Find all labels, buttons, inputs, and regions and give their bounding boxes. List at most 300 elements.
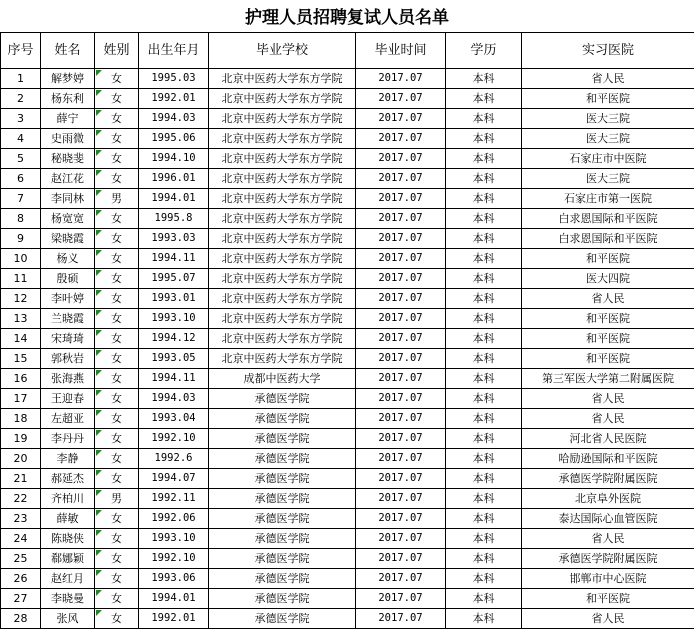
cell-hospital[interactable]: 和平医院 [522, 349, 694, 369]
cell-school[interactable]: 承德医学院 [209, 389, 356, 409]
col-header-no[interactable]: 序号 [1, 33, 41, 69]
cell-grad[interactable]: 2017.07 [356, 249, 446, 269]
cell-no[interactable]: 15 [1, 349, 41, 369]
cell-hospital[interactable]: 河北省人民医院 [522, 429, 694, 449]
cell-birth[interactable]: 1992.6 [139, 449, 209, 469]
cell-name[interactable]: 宋琦琦 [41, 329, 95, 349]
cell-grad[interactable]: 2017.07 [356, 229, 446, 249]
comment-indicator-icon [96, 290, 102, 296]
cell-hospital[interactable]: 哈励逊国际和平医院 [522, 449, 694, 469]
cell-birth[interactable]: 1993.04 [139, 409, 209, 429]
comment-indicator-icon [96, 570, 102, 576]
cell-edu[interactable]: 本科 [446, 509, 522, 529]
cell-hospital[interactable]: 省人民 [522, 389, 694, 409]
comment-indicator-icon [96, 330, 102, 336]
cell-name[interactable]: 陈晓侠 [41, 529, 95, 549]
comment-indicator-icon [96, 490, 102, 496]
cell-birth[interactable]: 1996.01 [139, 169, 209, 189]
cell-school[interactable]: 承德医学院 [209, 509, 356, 529]
gender-text: 女 [111, 352, 122, 365]
cell-no[interactable]: 1 [1, 69, 41, 89]
cell-school[interactable]: 承德医学院 [209, 569, 356, 589]
cell-gender[interactable] [95, 509, 139, 529]
cell-name[interactable]: 兰晓霞 [41, 309, 95, 329]
cell-gender[interactable] [95, 429, 139, 449]
cell-birth[interactable]: 1995.8 [139, 209, 209, 229]
cell-birth[interactable]: 1994.12 [139, 329, 209, 349]
cell-no[interactable]: 19 [1, 429, 41, 449]
cell-gender[interactable] [95, 329, 139, 349]
cell-gender[interactable] [95, 69, 139, 89]
cell-birth[interactable]: 1993.10 [139, 529, 209, 549]
cell-birth[interactable]: 1994.07 [139, 469, 209, 489]
cell-grad[interactable]: 2017.07 [356, 209, 446, 229]
cell-birth[interactable]: 1995.06 [139, 129, 209, 149]
cell-birth[interactable]: 1993.03 [139, 229, 209, 249]
table-row [1, 569, 694, 589]
cell-grad[interactable]: 2017.07 [356, 169, 446, 189]
cell-school[interactable]: 承德医学院 [209, 429, 356, 449]
gender-text: 女 [111, 312, 122, 325]
cell-no[interactable]: 25 [1, 549, 41, 569]
cell-no[interactable]: 24 [1, 529, 41, 549]
cell-hospital[interactable]: 北京阜外医院 [522, 489, 694, 509]
cell-school[interactable]: 承德医学院 [209, 529, 356, 549]
cell-edu[interactable]: 本科 [446, 349, 522, 369]
col-header-birth[interactable]: 出生年月 [139, 33, 209, 69]
comment-indicator-icon [96, 450, 102, 456]
cell-hospital[interactable]: 承德医学院附属医院 [522, 469, 694, 489]
cell-school[interactable]: 北京中医药大学东方学院 [209, 229, 356, 249]
cell-name[interactable]: 王迎春 [41, 389, 95, 409]
cell-no[interactable]: 6 [1, 169, 41, 189]
cell-no[interactable]: 28 [1, 609, 41, 629]
cell-edu[interactable]: 本科 [446, 69, 522, 89]
cell-gender[interactable] [95, 269, 139, 289]
cell-school[interactable]: 北京中医药大学东方学院 [209, 109, 356, 129]
cell-hospital[interactable]: 省人民 [522, 289, 694, 309]
cell-gender[interactable] [95, 529, 139, 549]
cell-edu[interactable]: 本科 [446, 489, 522, 509]
cell-gender[interactable] [95, 469, 139, 489]
cell-birth[interactable]: 1994.11 [139, 369, 209, 389]
table-row [1, 589, 694, 609]
comment-indicator-icon [96, 230, 102, 236]
cell-school[interactable]: 北京中医药大学东方学院 [209, 349, 356, 369]
cell-no[interactable]: 21 [1, 469, 41, 489]
cell-hospital[interactable]: 白求恩国际和平医院 [522, 229, 694, 249]
col-header-hospital[interactable]: 实习医院 [522, 33, 694, 69]
comment-indicator-icon [96, 430, 102, 436]
cell-name[interactable]: 李叶婷 [41, 289, 95, 309]
cell-name[interactable]: 左超亚 [41, 409, 95, 429]
cell-school[interactable]: 承德医学院 [209, 469, 356, 489]
cell-hospital[interactable]: 邯郸市中心医院 [522, 569, 694, 589]
cell-edu[interactable]: 本科 [446, 249, 522, 269]
cell-birth[interactable]: 1992.10 [139, 429, 209, 449]
cell-gender[interactable] [95, 109, 139, 129]
cell-birth[interactable]: 1994.03 [139, 109, 209, 129]
cell-school[interactable]: 北京中医药大学东方学院 [209, 189, 356, 209]
cell-name[interactable]: 李晓曼 [41, 589, 95, 609]
gender-text: 女 [111, 412, 122, 425]
cell-no[interactable]: 17 [1, 389, 41, 409]
cell-hospital[interactable]: 省人民 [522, 609, 694, 629]
cell-name[interactable]: 李静 [41, 449, 95, 469]
comment-indicator-icon [96, 310, 102, 316]
cell-gender[interactable] [95, 409, 139, 429]
cell-edu[interactable]: 本科 [446, 549, 522, 569]
cell-grad[interactable]: 2017.07 [356, 369, 446, 389]
cell-gender[interactable] [95, 589, 139, 609]
cell-birth[interactable]: 1994.11 [139, 249, 209, 269]
cell-no[interactable]: 5 [1, 149, 41, 169]
table-row [1, 69, 694, 89]
cell-hospital[interactable]: 第三军医大学第二附属医院 [522, 369, 694, 389]
cell-edu[interactable]: 本科 [446, 129, 522, 149]
table-row [1, 289, 694, 309]
cell-grad[interactable]: 2017.07 [356, 469, 446, 489]
cell-edu[interactable]: 本科 [446, 89, 522, 109]
cell-name[interactable]: 李丹丹 [41, 429, 95, 449]
table-row [1, 189, 694, 209]
comment-indicator-icon [96, 150, 102, 156]
cell-school[interactable]: 成都中医药大学 [209, 369, 356, 389]
cell-name[interactable]: 李同林 [41, 189, 95, 209]
table-row [1, 149, 694, 169]
cell-no[interactable]: 2 [1, 89, 41, 109]
table-row [1, 309, 694, 329]
cell-no[interactable]: 8 [1, 209, 41, 229]
cell-grad[interactable]: 2017.07 [356, 389, 446, 409]
gender-text: 女 [111, 532, 122, 545]
table-body [1, 69, 694, 629]
table-row [1, 529, 694, 549]
cell-name[interactable]: 杨义 [41, 249, 95, 269]
cell-name[interactable]: 齐柏川 [41, 489, 95, 509]
cell-school[interactable]: 北京中医药大学东方学院 [209, 309, 356, 329]
cell-grad[interactable]: 2017.07 [356, 549, 446, 569]
cell-no[interactable]: 3 [1, 109, 41, 129]
comment-indicator-icon [96, 530, 102, 536]
cell-grad[interactable]: 2017.07 [356, 589, 446, 609]
comment-indicator-icon [96, 270, 102, 276]
comment-indicator-icon [96, 590, 102, 596]
cell-grad[interactable]: 2017.07 [356, 489, 446, 509]
cell-grad[interactable]: 2017.07 [356, 529, 446, 549]
cell-edu[interactable]: 本科 [446, 329, 522, 349]
gender-text: 女 [111, 612, 122, 625]
cell-hospital[interactable]: 和平医院 [522, 249, 694, 269]
cell-hospital[interactable]: 省人民 [522, 409, 694, 429]
cell-grad[interactable]: 2017.07 [356, 129, 446, 149]
cell-hospital[interactable]: 石家庄市中医院 [522, 149, 694, 169]
cell-name[interactable]: 杨东利 [41, 89, 95, 109]
cell-no[interactable]: 20 [1, 449, 41, 469]
cell-grad[interactable]: 2017.07 [356, 309, 446, 329]
cell-school[interactable]: 承德医学院 [209, 589, 356, 609]
cell-gender[interactable] [95, 209, 139, 229]
cell-name[interactable]: 薛敏 [41, 509, 95, 529]
cell-edu[interactable]: 本科 [446, 309, 522, 329]
gender-text: 女 [111, 472, 122, 485]
cell-hospital[interactable]: 和平医院 [522, 309, 694, 329]
cell-hospital[interactable]: 承德医学院附属医院 [522, 549, 694, 569]
col-header-name[interactable]: 姓名 [41, 33, 95, 69]
cell-hospital[interactable]: 和平医院 [522, 589, 694, 609]
cell-edu[interactable]: 本科 [446, 449, 522, 469]
gender-text: 男 [111, 492, 122, 505]
cell-edu[interactable]: 本科 [446, 169, 522, 189]
cell-no[interactable]: 13 [1, 309, 41, 329]
cell-name[interactable]: 赵红月 [41, 569, 95, 589]
gender-text: 女 [111, 212, 122, 225]
col-header-school[interactable]: 毕业学校 [209, 33, 356, 69]
cell-gender[interactable] [95, 289, 139, 309]
cell-birth[interactable]: 1995.07 [139, 269, 209, 289]
cell-school[interactable]: 北京中医药大学东方学院 [209, 129, 356, 149]
cell-school[interactable]: 北京中医药大学东方学院 [209, 209, 356, 229]
col-header-grad[interactable]: 毕业时间 [356, 33, 446, 69]
cell-grad[interactable]: 2017.07 [356, 189, 446, 209]
cell-grad[interactable]: 2017.07 [356, 349, 446, 369]
comment-indicator-icon [96, 130, 102, 136]
table-row [1, 389, 694, 409]
comment-indicator-icon [96, 110, 102, 116]
table-row [1, 329, 694, 349]
cell-name[interactable]: 杨宽宽 [41, 209, 95, 229]
cell-gender[interactable] [95, 349, 139, 369]
cell-name[interactable]: 解梦婷 [41, 69, 95, 89]
comment-indicator-icon [96, 350, 102, 356]
cell-name[interactable]: 梁晓霞 [41, 229, 95, 249]
cell-edu[interactable]: 本科 [446, 149, 522, 169]
cell-name[interactable]: 薛宁 [41, 109, 95, 129]
cell-school[interactable]: 北京中医药大学东方学院 [209, 169, 356, 189]
cell-no[interactable]: 11 [1, 269, 41, 289]
gender-text: 女 [111, 372, 122, 385]
table-row [1, 549, 694, 569]
cell-birth[interactable]: 1994.10 [139, 149, 209, 169]
cell-school[interactable]: 承德医学院 [209, 609, 356, 629]
cell-grad[interactable]: 2017.07 [356, 609, 446, 629]
cell-no[interactable]: 4 [1, 129, 41, 149]
gender-text: 女 [111, 272, 122, 285]
cell-edu[interactable]: 本科 [446, 209, 522, 229]
cell-grad[interactable]: 2017.07 [356, 69, 446, 89]
cell-edu[interactable]: 本科 [446, 189, 522, 209]
cell-birth[interactable]: 1993.01 [139, 289, 209, 309]
table-row [1, 469, 694, 489]
cell-no[interactable]: 27 [1, 589, 41, 609]
cell-school[interactable]: 承德医学院 [209, 489, 356, 509]
cell-gender[interactable] [95, 489, 139, 509]
cell-birth[interactable]: 1993.06 [139, 569, 209, 589]
cell-edu[interactable]: 本科 [446, 569, 522, 589]
cell-no[interactable]: 9 [1, 229, 41, 249]
table-row [1, 609, 694, 629]
comment-indicator-icon [96, 390, 102, 396]
cell-grad[interactable]: 2017.07 [356, 149, 446, 169]
cell-hospital[interactable]: 医大三院 [522, 109, 694, 129]
gender-text: 女 [111, 392, 122, 405]
cell-gender[interactable] [95, 449, 139, 469]
cell-name[interactable]: 秘晓斐 [41, 149, 95, 169]
cell-school[interactable]: 承德医学院 [209, 409, 356, 429]
cell-grad[interactable]: 2017.07 [356, 569, 446, 589]
cell-hospital[interactable]: 省人民 [522, 69, 694, 89]
cell-grad[interactable]: 2017.07 [356, 89, 446, 109]
cell-grad[interactable]: 2017.07 [356, 449, 446, 469]
comment-indicator-icon [96, 610, 102, 616]
cell-gender[interactable] [95, 149, 139, 169]
table-row [1, 269, 694, 289]
cell-school[interactable]: 北京中医药大学东方学院 [209, 329, 356, 349]
table-row [1, 89, 694, 109]
gender-text: 女 [111, 132, 122, 145]
cell-grad[interactable]: 2017.07 [356, 109, 446, 129]
cell-no[interactable]: 14 [1, 329, 41, 349]
cell-school[interactable]: 北京中医药大学东方学院 [209, 149, 356, 169]
cell-edu[interactable]: 本科 [446, 469, 522, 489]
cell-no[interactable]: 10 [1, 249, 41, 269]
comment-indicator-icon [96, 250, 102, 256]
cell-gender[interactable] [95, 249, 139, 269]
cell-name[interactable]: 张风 [41, 609, 95, 629]
table-row [1, 489, 694, 509]
cell-birth[interactable]: 1994.03 [139, 389, 209, 409]
cell-school[interactable]: 承德医学院 [209, 449, 356, 469]
cell-hospital[interactable]: 白求恩国际和平医院 [522, 209, 694, 229]
cell-grad[interactable]: 2017.07 [356, 409, 446, 429]
cell-gender[interactable] [95, 189, 139, 209]
cell-no[interactable]: 23 [1, 509, 41, 529]
cell-birth[interactable]: 1992.06 [139, 509, 209, 529]
cell-birth[interactable]: 1994.01 [139, 189, 209, 209]
cell-name[interactable]: 张海燕 [41, 369, 95, 389]
comment-indicator-icon [96, 210, 102, 216]
cell-gender[interactable] [95, 169, 139, 189]
cell-no[interactable]: 18 [1, 409, 41, 429]
cell-edu[interactable]: 本科 [446, 529, 522, 549]
cell-school[interactable]: 北京中医药大学东方学院 [209, 89, 356, 109]
cell-grad[interactable]: 2017.07 [356, 429, 446, 449]
cell-edu[interactable]: 本科 [446, 429, 522, 449]
table-row [1, 229, 694, 249]
cell-school[interactable]: 承德医学院 [209, 549, 356, 569]
cell-hospital[interactable]: 医大三院 [522, 169, 694, 189]
cell-edu[interactable]: 本科 [446, 389, 522, 409]
comment-indicator-icon [96, 550, 102, 556]
comment-indicator-icon [96, 170, 102, 176]
cell-hospital[interactable]: 石家庄市第一医院 [522, 189, 694, 209]
gender-text: 女 [111, 332, 122, 345]
cell-no[interactable]: 12 [1, 289, 41, 309]
gender-text: 女 [111, 232, 122, 245]
cell-birth[interactable]: 1994.01 [139, 589, 209, 609]
cell-gender[interactable] [95, 309, 139, 329]
cell-edu[interactable]: 本科 [446, 609, 522, 629]
cell-birth[interactable]: 1992.11 [139, 489, 209, 509]
cell-gender[interactable] [95, 389, 139, 409]
cell-edu[interactable]: 本科 [446, 369, 522, 389]
comment-indicator-icon [96, 190, 102, 196]
cell-edu[interactable]: 本科 [446, 409, 522, 429]
cell-birth[interactable]: 1995.03 [139, 69, 209, 89]
cell-grad[interactable]: 2017.07 [356, 269, 446, 289]
comment-indicator-icon [96, 90, 102, 96]
cell-name[interactable]: 郭秋岩 [41, 349, 95, 369]
table-row [1, 109, 694, 129]
table-row [1, 209, 694, 229]
table-row [1, 129, 694, 149]
cell-school[interactable]: 北京中医药大学东方学院 [209, 269, 356, 289]
cell-birth[interactable]: 1992.01 [139, 609, 209, 629]
cell-edu[interactable]: 本科 [446, 229, 522, 249]
comment-indicator-icon [96, 70, 102, 76]
cell-edu[interactable]: 本科 [446, 109, 522, 129]
cell-name[interactable]: 郝延杰 [41, 469, 95, 489]
cell-hospital[interactable]: 和平医院 [522, 329, 694, 349]
cell-edu[interactable]: 本科 [446, 589, 522, 609]
cell-no[interactable]: 22 [1, 489, 41, 509]
col-header-edu[interactable]: 学历 [446, 33, 522, 69]
cell-name[interactable]: 郗娜颖 [41, 549, 95, 569]
cell-school[interactable]: 北京中医药大学东方学院 [209, 289, 356, 309]
gender-text: 女 [111, 292, 122, 305]
gender-text: 女 [111, 592, 122, 605]
cell-school[interactable]: 北京中医药大学东方学院 [209, 69, 356, 89]
table-row [1, 349, 694, 369]
gender-text: 女 [111, 512, 122, 525]
cell-hospital[interactable]: 泰达国际心血管医院 [522, 509, 694, 529]
gender-text: 女 [111, 432, 122, 445]
cell-gender[interactable] [95, 609, 139, 629]
cell-birth[interactable]: 1993.10 [139, 309, 209, 329]
cell-edu[interactable]: 本科 [446, 269, 522, 289]
table-row [1, 369, 694, 389]
cell-hospital[interactable]: 省人民 [522, 529, 694, 549]
cell-name[interactable]: 史雨微 [41, 129, 95, 149]
cell-gender[interactable] [95, 369, 139, 389]
table-row [1, 409, 694, 429]
cell-hospital[interactable]: 医大三院 [522, 129, 694, 149]
cell-gender[interactable] [95, 549, 139, 569]
cell-grad[interactable]: 2017.07 [356, 509, 446, 529]
cell-gender[interactable] [95, 129, 139, 149]
cell-gender[interactable] [95, 89, 139, 109]
cell-hospital[interactable]: 医大四院 [522, 269, 694, 289]
cell-school[interactable]: 北京中医药大学东方学院 [209, 249, 356, 269]
cell-hospital[interactable]: 和平医院 [522, 89, 694, 109]
cell-birth[interactable]: 1993.05 [139, 349, 209, 369]
table-row [1, 449, 694, 469]
cell-grad[interactable]: 2017.07 [356, 329, 446, 349]
cell-birth[interactable]: 1992.10 [139, 549, 209, 569]
cell-name[interactable]: 殷硕 [41, 269, 95, 289]
cell-grad[interactable]: 2017.07 [356, 289, 446, 309]
cell-no[interactable]: 7 [1, 189, 41, 209]
cell-gender[interactable] [95, 229, 139, 249]
cell-no[interactable]: 16 [1, 369, 41, 389]
col-header-gender[interactable]: 姓别 [95, 33, 139, 69]
comment-indicator-icon [96, 370, 102, 376]
cell-name[interactable]: 赵江花 [41, 169, 95, 189]
cell-no[interactable]: 26 [1, 569, 41, 589]
cell-edu[interactable]: 本科 [446, 289, 522, 309]
cell-birth[interactable]: 1992.01 [139, 89, 209, 109]
cell-gender[interactable] [95, 569, 139, 589]
